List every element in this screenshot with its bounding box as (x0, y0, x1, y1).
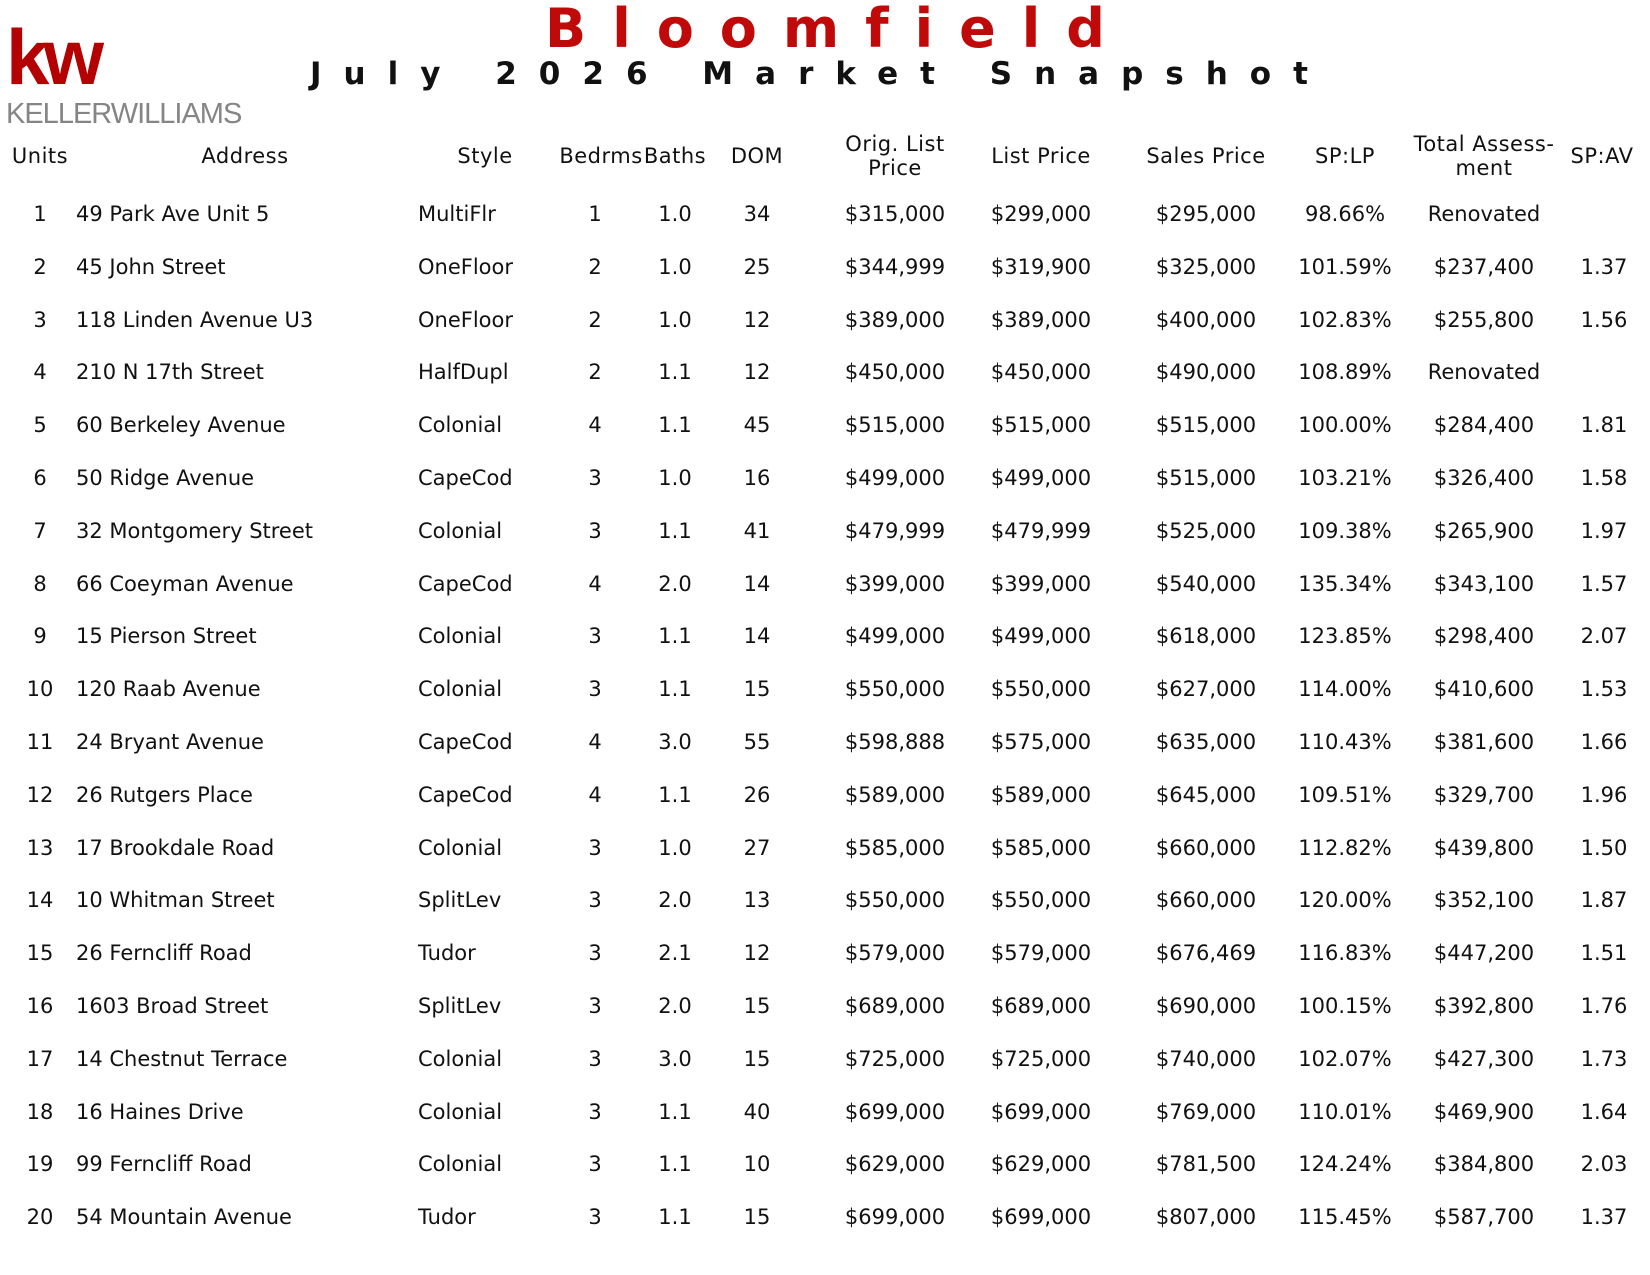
cell-spav: 1.51 (1580, 941, 1628, 965)
cell-dom: 25 (743, 255, 771, 279)
cell-address: 10 Whitman Street (76, 888, 275, 912)
cell-baths: 1.1 (658, 519, 692, 543)
cell-baths: 2.0 (658, 888, 692, 912)
cell-style: Colonial (418, 836, 503, 860)
cell-unit: 4 (33, 360, 47, 384)
cell-style: CapeCod (418, 730, 513, 754)
cell-address: 32 Montgomery Street (76, 519, 314, 543)
cell-splp: 120.00% (1298, 888, 1392, 912)
cell-assess: Renovated (1427, 202, 1541, 226)
cell-bedrms: 3 (588, 1152, 602, 1176)
cell-spav: 2.03 (1580, 1152, 1628, 1176)
cell-style: CapeCod (418, 572, 513, 596)
cell-assess: $381,600 (1433, 730, 1535, 754)
header-baths: Baths (643, 144, 707, 168)
cell-dom: 13 (743, 888, 771, 912)
cell-assess: Renovated (1427, 360, 1541, 384)
table-row (0, 941, 1650, 993)
cell-style: Colonial (418, 413, 503, 437)
header-sales-price: Sales Price (1146, 144, 1266, 168)
cell-orig: $585,000 (844, 836, 946, 860)
cell-baths: 2.1 (658, 941, 692, 965)
cell-unit: 1 (33, 202, 47, 226)
header-orig-list-price (820, 132, 970, 180)
cell-splp: 110.01% (1298, 1100, 1392, 1124)
cell-bedrms: 3 (588, 466, 602, 490)
cell-assess: $447,200 (1433, 941, 1535, 965)
cell-assess: $427,300 (1433, 1047, 1535, 1071)
cell-splp: 110.43% (1298, 730, 1392, 754)
cell-address: 15 Pierson Street (76, 624, 257, 648)
cell-assess: $410,600 (1433, 677, 1535, 701)
cell-orig: $699,000 (844, 1100, 946, 1124)
cell-address: 1603 Broad Street (76, 994, 269, 1018)
header-sp-lp: SP:LP (1315, 144, 1375, 168)
cell-assess: $343,100 (1433, 572, 1535, 596)
cell-dom: 15 (743, 1047, 771, 1071)
cell-spav: 1.64 (1580, 1100, 1628, 1124)
cell-baths: 3.0 (658, 730, 692, 754)
cell-style: Colonial (418, 1047, 503, 1071)
cell-address: 66 Coeyman Avenue (76, 572, 294, 596)
cell-list: $550,000 (990, 677, 1092, 701)
cell-unit: 8 (33, 572, 47, 596)
table-row (0, 730, 1650, 782)
cell-sale: $807,000 (1155, 1205, 1257, 1229)
cell-spav: 1.50 (1580, 836, 1628, 860)
cell-orig: $499,000 (844, 624, 946, 648)
cell-splp: 135.34% (1298, 572, 1392, 596)
wordmark-williams: WILLIAMS (110, 98, 242, 130)
cell-bedrms: 3 (588, 624, 602, 648)
cell-dom: 16 (743, 466, 771, 490)
cell-bedrms: 4 (588, 730, 602, 754)
cell-address: 210 N 17th Street (76, 360, 264, 384)
cell-assess: $439,800 (1433, 836, 1535, 860)
table-row (0, 466, 1650, 518)
cell-list: $399,000 (990, 572, 1092, 596)
cell-orig: $499,000 (844, 466, 946, 490)
cell-dom: 12 (743, 308, 771, 332)
cell-sale: $676,469 (1155, 941, 1257, 965)
cell-unit: 3 (33, 308, 47, 332)
cell-dom: 10 (743, 1152, 771, 1176)
cell-dom: 14 (743, 572, 771, 596)
cell-bedrms: 3 (588, 1100, 602, 1124)
cell-list: $389,000 (990, 308, 1092, 332)
cell-style: Tudor (418, 941, 476, 965)
cell-unit: 6 (33, 466, 47, 490)
cell-address: 60 Berkeley Avenue (76, 413, 286, 437)
header-orig-list-line1: Orig. List (845, 132, 945, 156)
cell-dom: 15 (743, 994, 771, 1018)
cell-baths: 1.0 (658, 255, 692, 279)
cell-sale: $769,000 (1155, 1100, 1257, 1124)
header-style: Style (457, 144, 513, 168)
cell-style: OneFloor (418, 255, 514, 279)
cell-bedrms: 4 (588, 572, 602, 596)
header-total-assessment (1404, 132, 1564, 180)
cell-style: Colonial (418, 1152, 503, 1176)
cell-baths: 1.1 (658, 1205, 692, 1229)
cell-address: 49 Park Ave Unit 5 (76, 202, 270, 226)
cell-dom: 45 (743, 413, 771, 437)
cell-spav: 1.53 (1580, 677, 1628, 701)
cell-unit: 2 (33, 255, 47, 279)
cell-baths: 1.1 (658, 1100, 692, 1124)
cell-dom: 15 (743, 1205, 771, 1229)
cell-sale: $325,000 (1155, 255, 1257, 279)
header-dom: DOM (730, 144, 784, 168)
cell-list: $699,000 (990, 1205, 1092, 1229)
cell-sale: $295,000 (1155, 202, 1257, 226)
cell-orig: $579,000 (844, 941, 946, 965)
cell-baths: 1.0 (658, 308, 692, 332)
cell-splp: 98.66% (1304, 202, 1386, 226)
cell-list: $499,000 (990, 466, 1092, 490)
cell-list: $499,000 (990, 624, 1092, 648)
cell-address: 24 Bryant Avenue (76, 730, 264, 754)
cell-unit: 19 (26, 1152, 54, 1176)
cell-bedrms: 3 (588, 1047, 602, 1071)
cell-splp: 100.00% (1298, 413, 1392, 437)
cell-spav: 1.56 (1580, 308, 1628, 332)
cell-address: 45 John Street (76, 255, 226, 279)
cell-sale: $515,000 (1155, 413, 1257, 437)
cell-list: $589,000 (990, 783, 1092, 807)
cell-sale: $635,000 (1155, 730, 1257, 754)
cell-assess: $329,700 (1433, 783, 1535, 807)
cell-baths: 1.1 (658, 360, 692, 384)
cell-spav: 1.87 (1580, 888, 1628, 912)
cell-orig: $550,000 (844, 888, 946, 912)
header-list-price: List Price (991, 144, 1091, 168)
cell-dom: 34 (743, 202, 771, 226)
cell-sale: $540,000 (1155, 572, 1257, 596)
cell-bedrms: 3 (588, 836, 602, 860)
table-row (0, 572, 1650, 624)
cell-unit: 20 (26, 1205, 54, 1229)
cell-orig: $344,999 (844, 255, 946, 279)
cell-assess: $255,800 (1433, 308, 1535, 332)
cell-spav: 1.57 (1580, 572, 1628, 596)
cell-baths: 1.0 (658, 202, 692, 226)
cell-bedrms: 4 (588, 783, 602, 807)
cell-list: $585,000 (990, 836, 1092, 860)
cell-assess: $352,100 (1433, 888, 1535, 912)
table-row (0, 360, 1650, 412)
cell-splp: 123.85% (1298, 624, 1392, 648)
cell-unit: 10 (26, 677, 54, 701)
header-sp-av: SP:AV (1570, 144, 1634, 168)
kw-logo-mark: kw (6, 13, 99, 101)
cell-bedrms: 3 (588, 1205, 602, 1229)
cell-address: 26 Ferncliff Road (76, 941, 252, 965)
cell-dom: 15 (743, 677, 771, 701)
cell-baths: 2.0 (658, 994, 692, 1018)
header-address: Address (201, 144, 289, 168)
cell-list: $299,000 (990, 202, 1092, 226)
cell-list: $725,000 (990, 1047, 1092, 1071)
cell-list: $479,999 (990, 519, 1092, 543)
cell-sale: $627,000 (1155, 677, 1257, 701)
cell-splp: 103.21% (1298, 466, 1392, 490)
cell-splp: 115.45% (1298, 1205, 1392, 1229)
cell-list: $450,000 (990, 360, 1092, 384)
keller-williams-wordmark (6, 98, 241, 131)
cell-sale: $525,000 (1155, 519, 1257, 543)
cell-list: $550,000 (990, 888, 1092, 912)
cell-orig: $689,000 (844, 994, 946, 1018)
page-title: Bloomfield (545, 0, 1131, 60)
cell-style: CapeCod (418, 466, 513, 490)
cell-unit: 18 (26, 1100, 54, 1124)
cell-dom: 26 (743, 783, 771, 807)
cell-list: $579,000 (990, 941, 1092, 965)
cell-orig: $399,000 (844, 572, 946, 596)
cell-baths: 1.0 (658, 466, 692, 490)
cell-assess: $237,400 (1433, 255, 1535, 279)
cell-assess: $326,400 (1433, 466, 1535, 490)
table-row (0, 783, 1650, 835)
table-row (0, 994, 1650, 1046)
cell-orig: $598,888 (844, 730, 946, 754)
cell-bedrms: 3 (588, 941, 602, 965)
cell-bedrms: 3 (588, 888, 602, 912)
cell-assess: $392,800 (1433, 994, 1535, 1018)
table-row (0, 519, 1650, 571)
cell-sale: $690,000 (1155, 994, 1257, 1018)
cell-unit: 11 (26, 730, 54, 754)
page-subtitle: July 2026 Market Snapshot (310, 56, 1330, 92)
cell-unit: 7 (33, 519, 47, 543)
cell-splp: 109.51% (1298, 783, 1392, 807)
cell-sale: $515,000 (1155, 466, 1257, 490)
cell-baths: 1.0 (658, 836, 692, 860)
cell-splp: 124.24% (1298, 1152, 1392, 1176)
table-row (0, 255, 1650, 307)
cell-assess: $298,400 (1433, 624, 1535, 648)
cell-sale: $660,000 (1155, 836, 1257, 860)
cell-orig: $699,000 (844, 1205, 946, 1229)
cell-dom: 41 (743, 519, 771, 543)
cell-orig: $550,000 (844, 677, 946, 701)
cell-spav: 1.37 (1580, 255, 1628, 279)
cell-style: Tudor (418, 1205, 476, 1229)
header-assess-line2: ment (1455, 156, 1513, 180)
cell-splp: 108.89% (1298, 360, 1392, 384)
cell-address: 54 Mountain Avenue (76, 1205, 292, 1229)
cell-baths: 1.1 (658, 783, 692, 807)
cell-dom: 12 (743, 360, 771, 384)
cell-unit: 9 (33, 624, 47, 648)
cell-list: $629,000 (990, 1152, 1092, 1176)
cell-sale: $618,000 (1155, 624, 1257, 648)
cell-orig: $515,000 (844, 413, 946, 437)
cell-style: MultiFlr (418, 202, 496, 226)
cell-dom: 55 (743, 730, 771, 754)
cell-splp: 102.07% (1298, 1047, 1392, 1071)
cell-assess: $265,900 (1433, 519, 1535, 543)
header-orig-list-line2: Price (868, 156, 922, 180)
cell-list: $575,000 (990, 730, 1092, 754)
cell-list: $515,000 (990, 413, 1092, 437)
table-row (0, 308, 1650, 360)
header-bedrms: Bedrms (559, 144, 643, 168)
cell-style: CapeCod (418, 783, 513, 807)
cell-dom: 12 (743, 941, 771, 965)
table-row (0, 1047, 1650, 1099)
cell-assess: $587,700 (1433, 1205, 1535, 1229)
cell-baths: 3.0 (658, 1047, 692, 1071)
cell-address: 120 Raab Avenue (76, 677, 261, 701)
cell-unit: 5 (33, 413, 47, 437)
cell-unit: 16 (26, 994, 54, 1018)
cell-baths: 1.1 (658, 677, 692, 701)
cell-bedrms: 3 (588, 994, 602, 1018)
cell-splp: 102.83% (1298, 308, 1392, 332)
cell-list: $699,000 (990, 1100, 1092, 1124)
cell-orig: $479,999 (844, 519, 946, 543)
cell-style: Colonial (418, 624, 503, 648)
cell-assess: $384,800 (1433, 1152, 1535, 1176)
cell-sale: $781,500 (1155, 1152, 1257, 1176)
cell-sale: $490,000 (1155, 360, 1257, 384)
cell-sale: $740,000 (1155, 1047, 1257, 1071)
cell-splp: 114.00% (1298, 677, 1392, 701)
cell-bedrms: 1 (588, 202, 602, 226)
cell-sale: $645,000 (1155, 783, 1257, 807)
cell-bedrms: 2 (588, 360, 602, 384)
cell-bedrms: 2 (588, 308, 602, 332)
cell-splp: 109.38% (1298, 519, 1392, 543)
cell-orig: $629,000 (844, 1152, 946, 1176)
cell-style: HalfDupl (418, 360, 509, 384)
header-units: Units (11, 144, 69, 168)
table-row (0, 1205, 1650, 1257)
cell-style: Colonial (418, 677, 503, 701)
cell-baths: 1.1 (658, 624, 692, 648)
table-row (0, 202, 1650, 254)
cell-spav: 2.07 (1580, 624, 1628, 648)
cell-orig: $315,000 (844, 202, 946, 226)
cell-spav: 1.96 (1580, 783, 1628, 807)
cell-style: SplitLev (418, 994, 502, 1018)
cell-unit: 13 (26, 836, 54, 860)
cell-address: 26 Rutgers Place (76, 783, 253, 807)
cell-list: $319,900 (990, 255, 1092, 279)
cell-dom: 14 (743, 624, 771, 648)
cell-sale: $660,000 (1155, 888, 1257, 912)
cell-assess: $284,400 (1433, 413, 1535, 437)
cell-address: 118 Linden Avenue U3 (76, 308, 314, 332)
cell-style: OneFloor (418, 308, 514, 332)
cell-bedrms: 3 (588, 677, 602, 701)
cell-baths: 1.1 (658, 1152, 692, 1176)
cell-list: $689,000 (990, 994, 1092, 1018)
cell-style: SplitLev (418, 888, 502, 912)
cell-unit: 12 (26, 783, 54, 807)
cell-spav: 1.76 (1580, 994, 1628, 1018)
cell-dom: 40 (743, 1100, 771, 1124)
cell-address: 50 Ridge Avenue (76, 466, 255, 490)
cell-splp: 101.59% (1298, 255, 1392, 279)
cell-splp: 100.15% (1298, 994, 1392, 1018)
cell-splp: 116.83% (1298, 941, 1392, 965)
cell-orig: $450,000 (844, 360, 946, 384)
cell-unit: 17 (26, 1047, 54, 1071)
cell-orig: $725,000 (844, 1047, 946, 1071)
cell-spav: 1.37 (1580, 1205, 1628, 1229)
table-row (0, 413, 1650, 465)
cell-sale: $400,000 (1155, 308, 1257, 332)
cell-address: 99 Ferncliff Road (76, 1152, 252, 1176)
cell-style: Colonial (418, 519, 503, 543)
cell-bedrms: 2 (588, 255, 602, 279)
cell-splp: 112.82% (1298, 836, 1392, 860)
cell-bedrms: 3 (588, 519, 602, 543)
cell-unit: 14 (26, 888, 54, 912)
cell-spav: 1.73 (1580, 1047, 1628, 1071)
cell-bedrms: 4 (588, 413, 602, 437)
cell-orig: $389,000 (844, 308, 946, 332)
cell-baths: 2.0 (658, 572, 692, 596)
cell-assess: $469,900 (1433, 1100, 1535, 1124)
table-row (0, 836, 1650, 888)
wordmark-keller: KELLER (6, 98, 111, 130)
cell-address: 14 Chestnut Terrace (76, 1047, 288, 1071)
table-row (0, 1152, 1650, 1204)
cell-dom: 27 (743, 836, 771, 860)
cell-unit: 15 (26, 941, 54, 965)
table-row (0, 677, 1650, 729)
cell-spav: 1.97 (1580, 519, 1628, 543)
table-row (0, 1100, 1650, 1152)
cell-orig: $589,000 (844, 783, 946, 807)
table-row (0, 624, 1650, 676)
cell-spav: 1.66 (1580, 730, 1628, 754)
cell-baths: 1.1 (658, 413, 692, 437)
cell-address: 16 Haines Drive (76, 1100, 244, 1124)
header-assess-line1: Total Assess- (1413, 132, 1555, 156)
table-row (0, 888, 1650, 940)
cell-address: 17 Brookdale Road (76, 836, 275, 860)
cell-spav: 1.81 (1580, 413, 1628, 437)
cell-style: Colonial (418, 1100, 503, 1124)
cell-spav: 1.58 (1580, 466, 1628, 490)
